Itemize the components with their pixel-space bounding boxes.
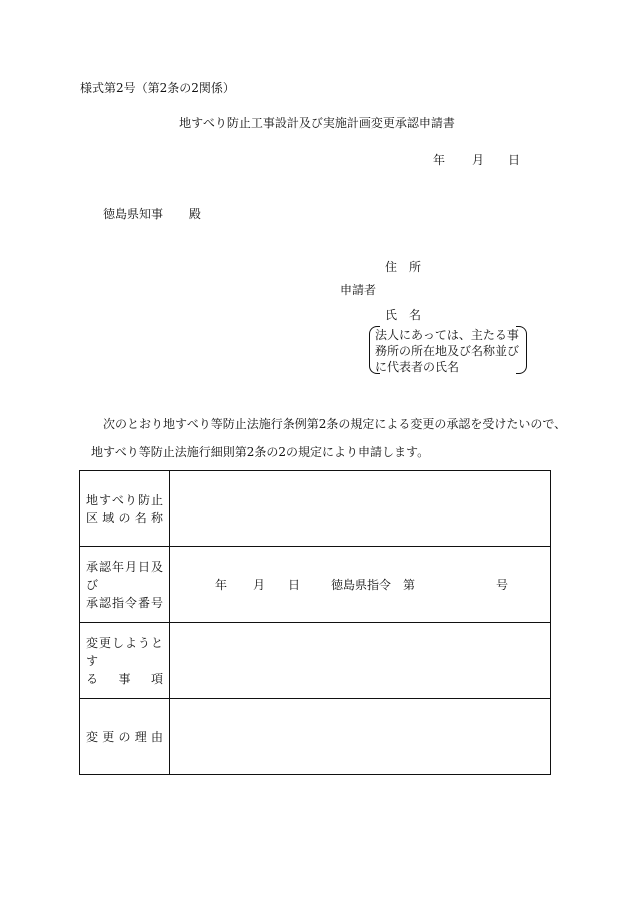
addressee — [103, 205, 201, 222]
corporate-note-text: 法人にあっては、主たる事務所の所在地及び名称並びに代表者の氏名 — [375, 328, 520, 374]
label-line: 区域の名称 — [86, 510, 163, 525]
application-table — [79, 470, 551, 775]
approval-day-label: 日 — [288, 578, 301, 592]
applicant-label: 申請者 — [340, 283, 377, 297]
addressee-name: 徳島県知事 — [103, 207, 164, 221]
label-line: 変更しようとす — [86, 635, 163, 668]
label-line: 承認指令番号 — [86, 595, 163, 610]
table-row — [80, 699, 551, 775]
row-label-change-matters — [80, 623, 170, 699]
row-label-change-reason — [80, 699, 170, 775]
row-label-approval — [80, 547, 170, 623]
date-month-label: 月 — [472, 153, 485, 167]
document-title: 地すべり防止工事設計及び実施計画変更承認申請書 — [179, 116, 455, 130]
corporate-note — [369, 326, 527, 374]
address-label: 住 所 — [385, 260, 422, 274]
directive-number-suffix: 号 — [496, 578, 509, 592]
label-line: る 事 項 — [86, 671, 163, 686]
date-day-label: 日 — [508, 153, 521, 167]
label-line: 承認年月日及び — [86, 559, 163, 592]
date-year-label: 年 — [433, 153, 446, 167]
change-reason-field[interactable] — [170, 699, 551, 775]
change-matters-field[interactable] — [170, 623, 551, 699]
table-row — [80, 547, 551, 623]
name-label: 氏 名 — [385, 308, 422, 322]
table-row — [80, 623, 551, 699]
directive-label: 徳島県指令 第 — [331, 578, 416, 592]
approval-month-label: 月 — [253, 578, 266, 592]
label-line: 変更の理由 — [86, 729, 163, 744]
addressee-honorific: 殿 — [188, 207, 201, 221]
approval-year-label: 年 — [215, 578, 228, 592]
area-name-field[interactable] — [170, 471, 551, 547]
table-row — [80, 471, 551, 547]
approval-field[interactable] — [170, 547, 551, 623]
body-line-2: 地すべり等防止法施行細則第2条の2の規定により申請します。 — [91, 445, 430, 459]
body-line-1: 次のとおり地すべり等防止法施行条例第2条の規定による変更の承認を受けたいので、 — [103, 417, 567, 431]
row-label-area-name — [80, 471, 170, 547]
label-line: 地すべり防止 — [86, 492, 163, 507]
form-number: 様式第2号（第2条の2関係） — [80, 81, 235, 95]
